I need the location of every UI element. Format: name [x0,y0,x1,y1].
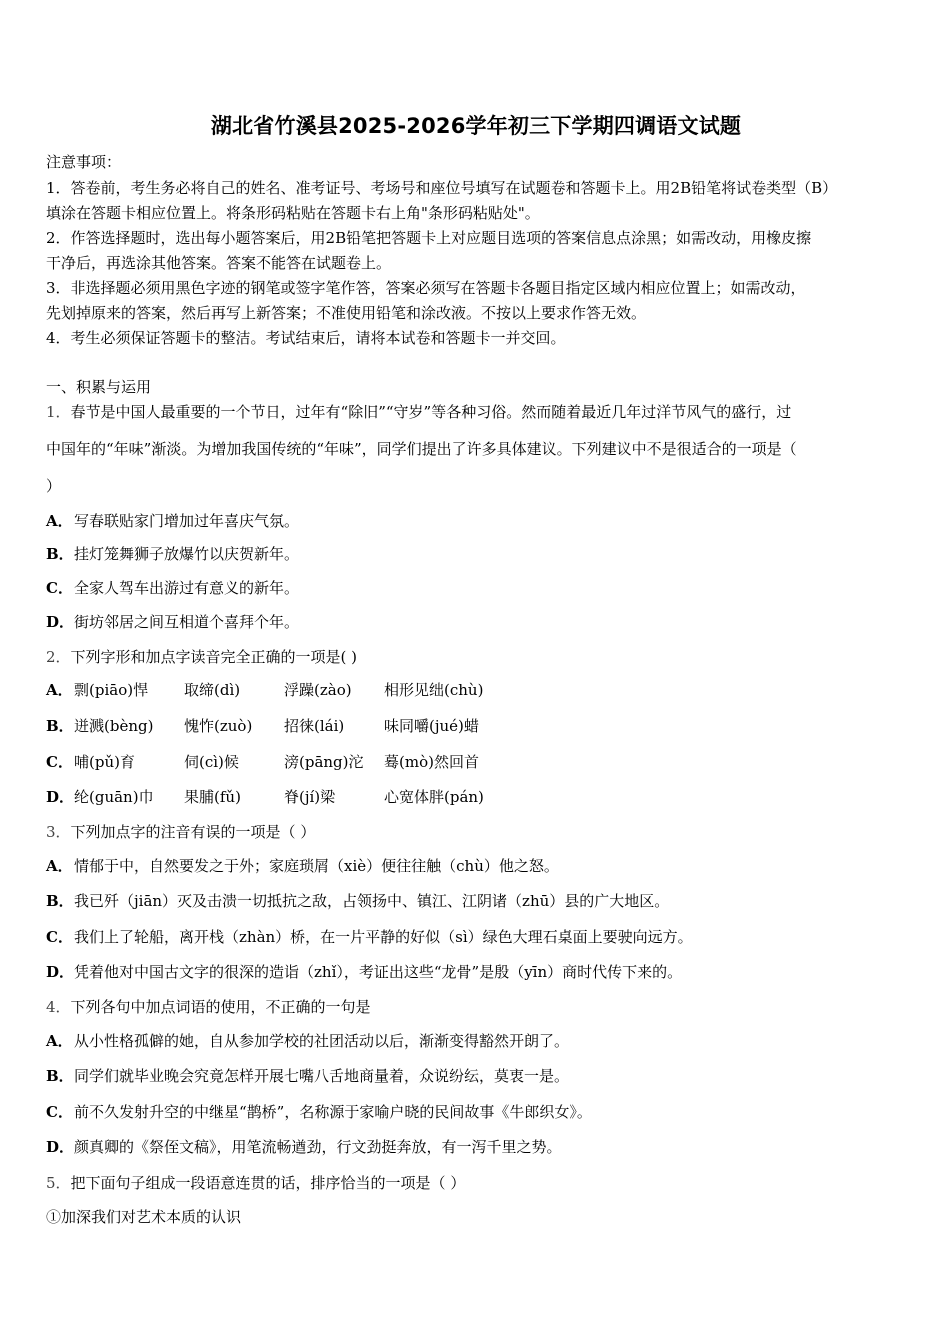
question-3-line [46,822,315,842]
notice-label: 注意事项： [46,153,122,171]
option-letter: D． [46,613,75,631]
word-item: 哺(pǔ)育 [74,753,135,771]
option-letter: D． [46,1138,75,1156]
option-text: 前不久发射升空的中继星“鹊桥”，名称源于家喻户晓的民间故事《牛郎织女》。 [74,1103,592,1121]
option-text: 街坊邻居之间互相道个喜拜个年。 [74,613,300,631]
question-stem: 把下面句子组成一段语意连贯的话，排序恰当的一项是（ ） [70,1174,466,1192]
option-letter: B． [46,717,74,735]
question-stem: 中国年的“年味”渐淡。为增加我国传统的“年味”，同学们提出了许多具体建议。下列建议中不是很适合的一项是（ [46,440,797,458]
notice-line: 3．非选择题必须用黑色字迹的钢笔或签字笔作答，答案必须写在答题卡各题目指定区域内相应位置上；如需改动， [46,279,806,297]
option-letter: A． [46,1032,73,1050]
word-item: 脊(jí)梁 [284,788,336,806]
question-2-line [46,647,357,667]
word-item: 愧怍(zuò) [184,717,253,735]
word-item: 迸溅(bèng) [74,717,154,735]
option-c[interactable] [46,1102,592,1122]
question-number: 2． [46,648,71,666]
question-number: 3． [46,823,71,841]
option-letter: D． [46,963,75,981]
notice-line: 先划掉原来的答案，然后再写上新答案；不准使用铅笔和涂改液。不按以上要求作答无效。 [46,304,647,322]
notice-line: 填涂在答题卡相应位置上。将条形码粘贴在答题卡右上角"条形码粘贴处"。 [46,204,540,222]
word-item: 心宽体胖(pán) [384,788,484,806]
option-a[interactable] [46,856,559,876]
section-heading: 一、积累与运用 [46,378,152,396]
option-text: 颜真卿的《祭侄文稿》，用笔流畅遒劲，行文劲挺奔放，有一泻千里之势。 [74,1138,562,1156]
option-letter: C． [46,928,73,946]
option-text: 写春联贴家门增加过年喜庆气氛。 [74,512,300,530]
page-title: 湖北省竹溪县2025-2026学年初三下学期四调语文试题 [210,114,742,138]
option-text: 从小性格孤僻的她，自从参加学校的社团活动以后，渐渐变得豁然开朗了。 [74,1032,570,1050]
word-item: 滂(pāng)沱 [284,753,364,771]
word-item: 相形见绌(chù) [384,681,484,699]
option-letter: C． [46,753,73,771]
question-4-line [46,997,371,1017]
option-d[interactable] [46,612,299,632]
word-item: 剽(piāo)悍 [74,681,149,699]
question-stem: 下列加点字的注音有误的一项是（ ） [70,823,316,841]
option-text: 我已歼（jiān）灭及击溃一切抵抗之敌，占领扬中、镇江、江阴诸（zhū）县的广大地区。 [74,892,670,910]
option-letter: D． [46,788,75,806]
option-text: 挂灯笼舞狮子放爆竹以庆贺新年。 [74,545,300,563]
question-1-line [46,402,791,422]
question-stem: 下列各句中加点词语的使用，不正确的一句是 [70,998,371,1016]
question-stem: 下列字形和加点字读音完全正确的一项是( ) [70,648,358,666]
option-a[interactable] [46,1031,569,1051]
option-d[interactable] [46,962,682,982]
word-item: 招徕(lái) [284,717,345,735]
option-letter: A． [46,857,73,875]
option-c[interactable] [46,752,479,772]
option-b[interactable] [46,544,299,564]
word-item: 伺(cì)候 [184,753,239,771]
option-c[interactable] [46,927,693,947]
option-letter: C． [46,1103,73,1121]
word-item: 果脯(fǔ) [184,788,241,806]
question-number: 5． [46,1174,71,1192]
word-item: 取缔(dì) [184,681,241,699]
notice-line: 2．作答选择题时，选出每小题答案后，用2B铅笔把答题卡上对应题目选项的答案信息点涂黑；如需改动，用橡皮擦 [46,229,812,247]
question-number: 1． [46,403,71,421]
option-d[interactable] [46,1137,562,1157]
word-item: 味同嚼(jué)蜡 [384,717,479,735]
option-a[interactable] [46,680,483,700]
option-text: 同学们就毕业晚会究竟怎样开展七嘴八舌地商量着，众说纷纭，莫衷一是。 [74,1067,570,1085]
option-text: 我们上了轮船，离开栈（zhàn）桥，在一片平静的好似（sì）绿色大理石桌面上要驶向远方。 [74,928,693,946]
option-letter: B． [46,545,74,563]
option-b[interactable] [46,716,479,736]
option-letter: A． [46,681,73,699]
option-b[interactable] [46,1066,569,1086]
option-text: 凭着他对中国古文字的很深的造诣（zhǐ），考证出这些“龙骨”是殷（yīn）商时代传下来的。 [74,963,683,981]
sentence-item: ①加深我们对艺术本质的认识 [46,1208,242,1226]
option-d[interactable] [46,787,484,807]
option-c[interactable] [46,578,299,598]
option-b[interactable] [46,891,669,911]
word-item: 纶(guān)巾 [74,788,154,806]
option-text: 情郁于中，自然要发之于外；家庭琐屑（xiè）便往往触（chù）他之怒。 [74,857,559,875]
notice-line: 干净后，再选涂其他答案。答案不能答在试题卷上。 [46,254,392,272]
notice-line: 4．考生必须保证答题卡的整洁。考试结束后，请将本试卷和答题卡一并交回。 [46,329,566,347]
question-stem: ） [46,477,62,495]
option-text: 全家人驾车出游过有意义的新年。 [74,579,300,597]
question-stem: 春节是中国人最重要的一个节日，过年有“除旧”“守岁”等各种习俗。然而随着最近几年过洋节风气的盛行，过 [70,403,792,421]
word-item: 蓦(mò)然回首 [384,753,479,771]
option-letter: B． [46,892,74,910]
notice-line: 1．答卷前，考生务必将自己的姓名、准考证号、考场号和座位号填写在试题卷和答题卡上。用2B铅笔将试卷类型（B） [46,179,838,197]
option-a[interactable] [46,511,299,531]
option-letter: C． [46,579,73,597]
question-number: 4． [46,998,71,1016]
option-letter: B． [46,1067,74,1085]
option-letter: A． [46,512,73,530]
question-5-line [46,1173,465,1193]
word-item: 浮躁(zào) [284,681,352,699]
